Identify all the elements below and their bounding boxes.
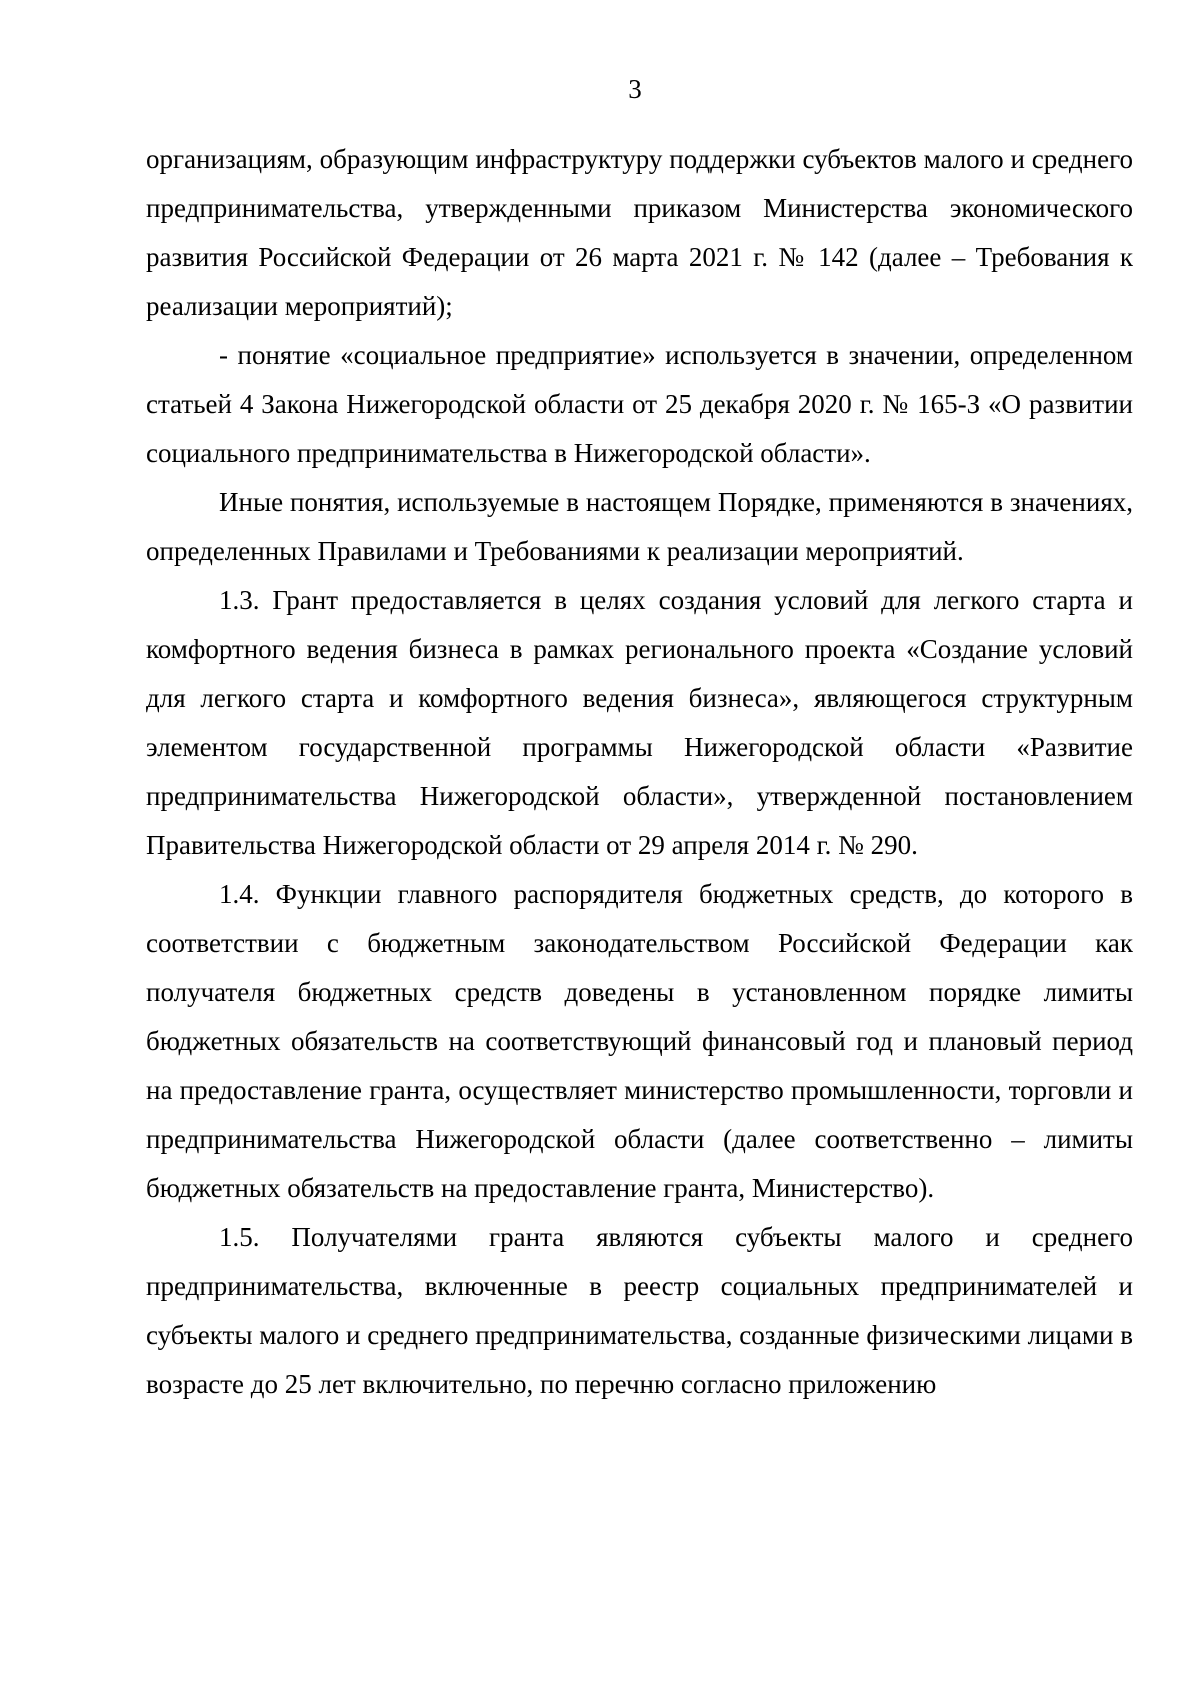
paragraph-other-terms: Иные понятия, используемые в настоящем Порядке, применяются в значениях, определенных Правилами и Требованиями к реализации мероприятий.: [146, 487, 1133, 566]
paragraph-1-3: 1.3. Грант предоставляется в целях создания условий для легкого старта и комфортного ведения бизнеса в рамках регионального проекта «Создание условий для легкого старта и комфортного ведения бизнеса», являющегося структурным элементом государственной программы Нижегородской области «Развитие предпринимательства Нижегородской области», утвержденной постановлением Правительства Нижегородской области от 29 апреля 2014 г. № 290.: [146, 585, 1133, 860]
paragraph-social-enterprise-definition: - понятие «социальное предприятие» используется в значении, определенном статьей 4 Закона Нижегородской области от 25 декабря 2020 г. № 165-З «О развитии социального предпринимательства в Нижегородской области».: [146, 340, 1133, 468]
paragraph-1-4: 1.4. Функции главного распорядителя бюджетных средств, до которого в соответствии с бюджетным законодательством Российской Федерации как получателя бюджетных средств доведены в установленном порядке лимиты бюджетных обязательств на соответствующий финансовый год и плановый период на предоставление гранта, осуществляет министерство промышленности, торговли и предпринимательства Нижегородской области (далее соответственно – лимиты бюджетных обязательств на предоставление гранта, Министерство).: [146, 879, 1133, 1203]
page-number: 3: [628, 74, 642, 104]
paragraph-1-5: 1.5. Получателями гранта являются субъекты малого и среднего предпринимательства, включенные в реестр социальных предпринимателей и субъекты малого и среднего предпринимательства, созданные физическими лицами в возрасте до 25 лет включительно, по перечню согласно приложению: [146, 1222, 1133, 1399]
document-body: [146, 135, 1133, 1409]
paragraph-requirements-continuation: организациям, образующим инфраструктуру поддержки субъектов малого и среднего предпринимательства, утвержденными приказом Министерства экономического развития Российской Федерации от 26 марта 2021 г. № 142 (далее – Требования к реализации мероприятий);: [146, 144, 1133, 321]
